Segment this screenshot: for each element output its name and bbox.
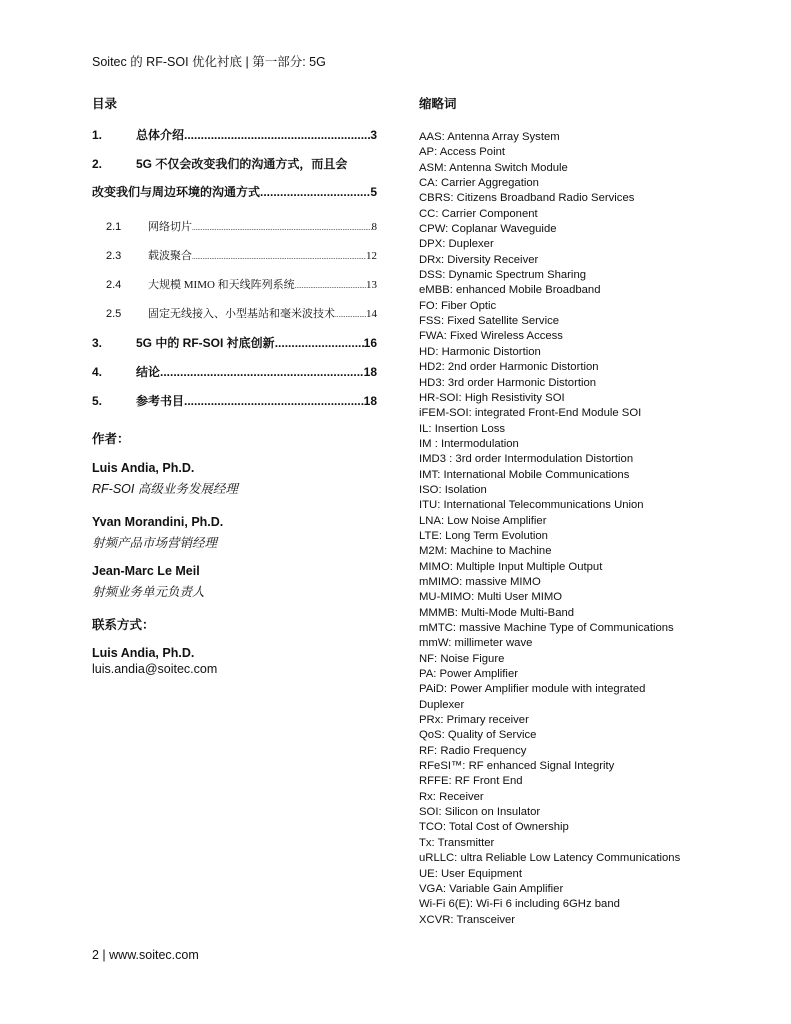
abbreviation-item: XCVR: Transceiver [419, 913, 516, 926]
abbreviation-item: CA: Carrier Aggregation [419, 177, 539, 190]
abbreviation-item: HD: Harmonic Distortion [419, 345, 541, 358]
abbreviation-item: DRx: Diversity Receiver [419, 253, 539, 266]
table-of-contents [92, 126, 377, 409]
abbreviation-item: NF: Noise Figure [419, 652, 505, 665]
toc-entry-2-4[interactable]: 2.4 大规模 MIMO 和天线阵列系统 ..... 13 [92, 276, 377, 292]
abbreviation-item: PAiD: Power Amplifier module with integrated [419, 683, 646, 696]
abbreviation-item: mMTC: massive Machine Type of Communications [419, 622, 674, 634]
toc-entry-4[interactable]: 4. 结论 ..... 18 [92, 363, 377, 380]
abbreviation-item: FSS: Fixed Satellite Service [419, 315, 560, 328]
toc-entry-2[interactable]: 2. 5G 不仅会改变我们的沟通方式，而且会 改变我们与周边环境的沟通方式 ..... 5 [92, 155, 377, 200]
author-name: Jean-Marc Le Meil [92, 564, 200, 578]
abbreviation-item: LNA: Low Noise Amplifier [419, 514, 547, 527]
abbreviation-item: MMMB: Multi-Mode Multi-Band [419, 606, 575, 619]
abbreviation-item: RFeSI™: RF enhanced Signal Integrity [419, 760, 615, 773]
toc-entry-2-1[interactable]: 2.1 网络切片 ..... 8 [92, 218, 377, 234]
author-2 [92, 515, 223, 551]
abbreviation-item: IMT: International Mobile Communications [419, 468, 630, 481]
abbreviation-item: RFFE: RF Front End [419, 775, 523, 788]
abbreviation-item: UE: User Equipment [419, 867, 522, 880]
abbreviation-item: RF: Radio Frequency [419, 744, 527, 757]
abbreviation-item: iFEM-SOI: integrated Front-End Module SOI [419, 407, 642, 420]
abbreviation-item: AP: Access Point [419, 146, 506, 159]
toc-entry-1[interactable]: 1. 总体介绍 ..... 3 [92, 126, 377, 143]
abbreviation-item: PA: Power Amplifier [419, 668, 518, 681]
abbreviation-item: ISO: Isolation [419, 483, 487, 496]
abbreviation-item: HD3: 3rd order Harmonic Distortion [419, 376, 597, 389]
toc-entry-2-5[interactable]: 2.5 固定无线接入、小型基站和毫米波技术 ..... 14 [92, 305, 377, 321]
abbreviation-item: CBRS: Citizens Broadband Radio Services [419, 192, 635, 205]
authors-title: 作者： [92, 432, 130, 446]
abbreviation-item: IL: Insertion Loss [419, 422, 506, 435]
abbreviation-item: MU-MIMO: Multi User MIMO [419, 591, 563, 604]
abbreviation-item: M2M: Machine to Machine [419, 545, 552, 558]
contact-name: Luis Andia, Ph.D. [92, 646, 195, 660]
abbreviation-item: Tx: Transmitter [419, 836, 495, 849]
abbreviation-item: PRx: Primary receiver [419, 714, 529, 727]
left-column [92, 94, 377, 676]
abbreviation-item: AAS: Antenna Array System [419, 131, 560, 143]
abbreviation-item: HR-SOI: High Resistivity SOI [419, 391, 565, 404]
abbreviation-item: Rx: Receiver [419, 790, 484, 803]
contact-title: 联系方式： [92, 618, 155, 632]
abbreviation-item: IM : Intermodulation [419, 437, 519, 450]
abbreviation-item: ASM: Antenna Switch Module [419, 161, 568, 174]
abbreviations-list [419, 130, 719, 928]
abbreviation-item: VGA: Variable Gain Amplifier [419, 882, 564, 895]
author-name: Yvan Morandini, Ph.D. [92, 515, 224, 529]
contact-email[interactable]: luis.andia@soitec.com [92, 662, 218, 676]
author-role: 射频产品市场营销经理 [92, 536, 218, 550]
right-column [419, 94, 719, 928]
toc-entry-3[interactable]: 3. 5G 中的 RF-SOI 衬底创新 ..... 16 [92, 334, 377, 351]
abbreviation-item: HD2: 2nd order Harmonic Distortion [419, 361, 599, 374]
abbreviation-item: DSS: Dynamic Spectrum Sharing [419, 269, 587, 282]
abbreviation-item: LTE: Long Term Evolution [419, 529, 548, 542]
toc-entry-5[interactable]: 5. 参考书目 ..... 18 [92, 392, 377, 409]
abbreviation-item: FO: Fiber Optic [419, 299, 497, 312]
abbreviations-title: 缩略词 [419, 97, 457, 111]
toc-entry-2-3[interactable]: 2.3 载波聚合 ..... 12 [92, 247, 377, 263]
abbreviation-item: IMD3 : 3rd order Intermodulation Distortion [419, 453, 634, 466]
author-role: 射频业务单元负责人 [92, 585, 205, 599]
author-3 [92, 564, 205, 600]
abbreviation-item: Wi-Fi 6(E): Wi-Fi 6 including 6GHz band [419, 898, 620, 911]
abbreviation-item: mMIMO: massive MIMO [419, 575, 541, 588]
abbreviation-item: ITU: International Telecommunications Union [419, 499, 644, 512]
abbreviation-item: MIMO: Multiple Input Multiple Output [419, 560, 603, 573]
abbreviation-item: mmW: millimeter wave [419, 637, 533, 650]
abbreviation-item: CC: Carrier Component [419, 207, 538, 220]
abbreviation-item: SOI: Silicon on Insulator [419, 806, 541, 819]
toc-title: 目录 [92, 97, 118, 111]
author-name: Luis Andia, Ph.D. [92, 461, 195, 475]
abbreviation-item: uRLLC: ultra Reliable Low Latency Communications [419, 852, 681, 865]
author-1 [92, 461, 238, 497]
abbreviation-item: Duplexer [419, 698, 465, 711]
page-footer: 2 | www.soitec.com [92, 948, 199, 962]
author-role: RF-SOI 高级业务发展经理 [92, 482, 238, 496]
abbreviation-item: FWA: Fixed Wireless Access [419, 330, 563, 343]
abbreviation-item: DPX: Duplexer [419, 238, 494, 251]
abbreviation-item: CPW: Coplanar Waveguide [419, 223, 557, 236]
abbreviation-item: eMBB: enhanced Mobile Broadband [419, 284, 601, 297]
page-header: Soitec 的 RF-SOI 优化衬底 | 第一部分: 5G [92, 55, 326, 69]
contact-block [92, 646, 217, 676]
abbreviation-item: QoS: Quality of Service [419, 729, 537, 742]
abbreviation-item: TCO: Total Cost of Ownership [419, 821, 569, 834]
